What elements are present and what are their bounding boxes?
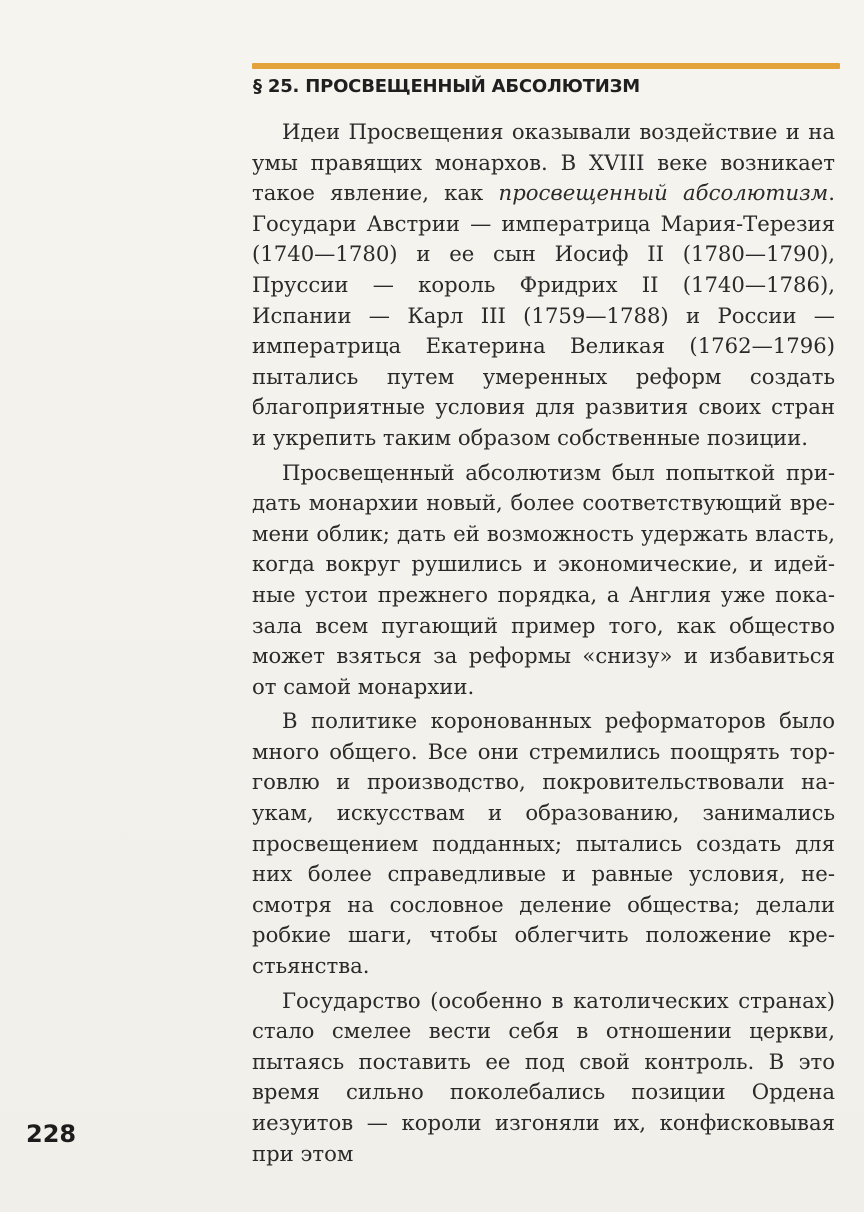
paragraph-4: Государство (особенно в католических странах) стало смелее вести себя в отношении церкви, пытаясь поставить ее под свой контроль. В это время сильно поколебались позиции Ордена иезуитов — короли изгоняли их, конфисковывая при этом — [252, 987, 835, 1166]
paragraph-3: В политике коронованных реформаторов было много общего. Все они стремились поощрять торговлю и производство, покровительствовали наукам, искусствам и образованию, занимались просвещением подданных; пытались создать для них более справедливые и равные условия, несмотря на сословное деление общества; делали робкие шаги, чтобы облегчить положение крестьянства. — [252, 708, 835, 979]
paragraph-1-before: Идеи Просвещения оказывали воздействие и на умы правящих монархов. В XVIII веке возникает такое явление, как — [252, 119, 835, 206]
section-heading: § 25. ПРОСВЕЩЕННЫЙ АБСОЛЮТИЗМ — [253, 76, 640, 97]
paragraph-1-after: . Государи Австрии — императрица Мария-Терезия (1740—1780) и ее сын Иосиф II (1780—1790), Пруссии — король Фридрих II (1740—1786), Испании — Карл III (1759—1788) и России — императрица Екатерина Великая (1762—1796) пытались путем умеренных реформ создать благоприятные условия для развития своих стран и укрепить таким образом собственные позиции. — [252, 180, 835, 450]
paragraph-2: Просвещенный абсолютизм был попыткой придать монархии новый, более соответствующий времени облик; дать ей возможность удержать власть, когда вокруг рушились и экономические, и идейные устои прежнего порядка, а Англия уже показала всем пугающий пример того, как общество может взяться за реформы «снизу» и избавиться от самой монархии. — [252, 459, 835, 699]
section-top-rule — [252, 63, 840, 69]
term-enlightened-absolutism: просвещенный абсолютизм — [498, 180, 829, 206]
page-number: 228 — [26, 1120, 77, 1148]
paragraph-1 — [252, 117, 835, 454]
body-text — [252, 117, 835, 1173]
